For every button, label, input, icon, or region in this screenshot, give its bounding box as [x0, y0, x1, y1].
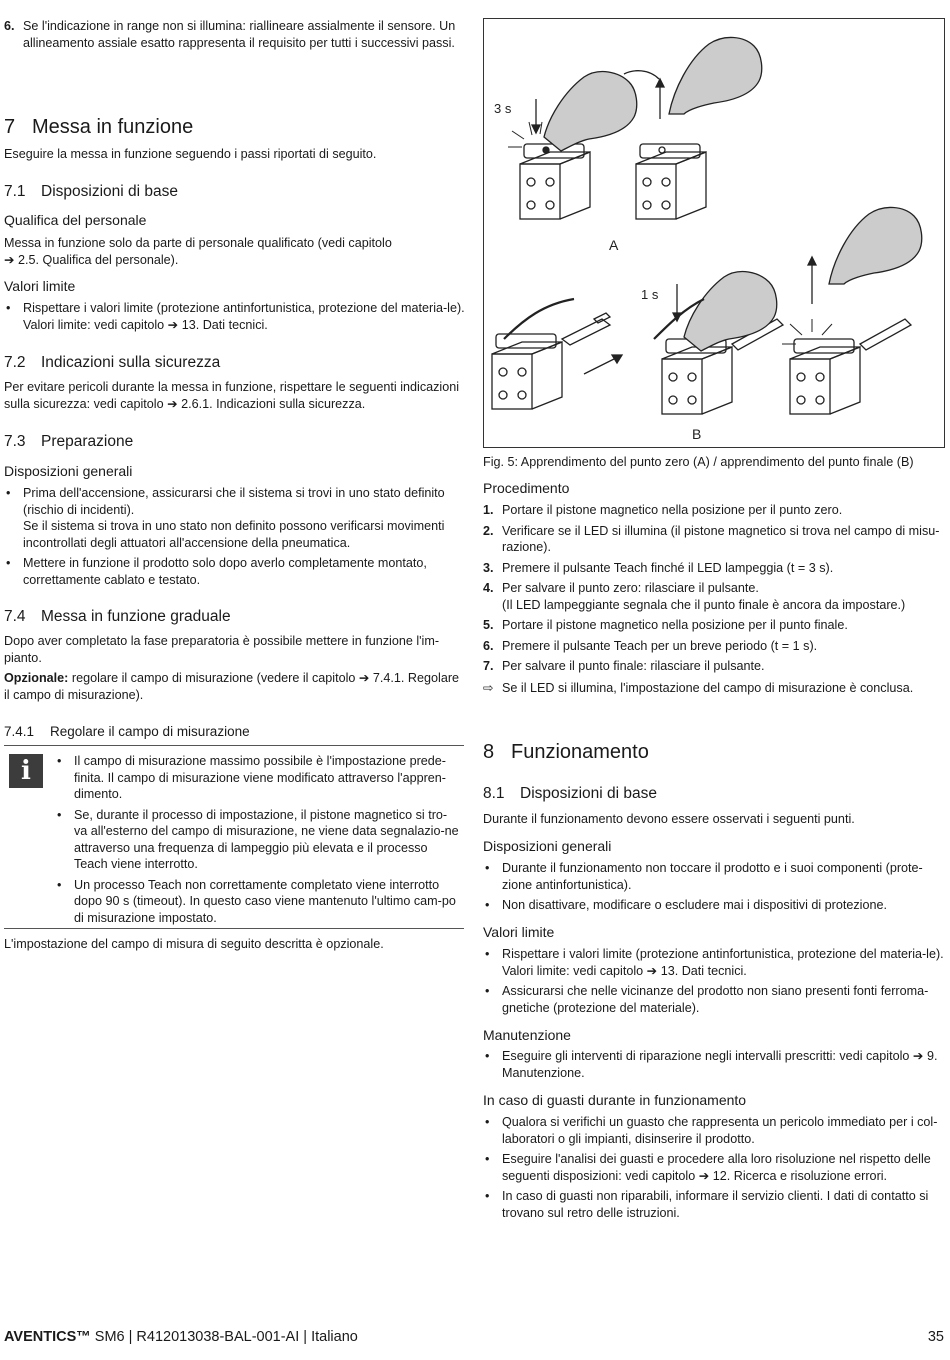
limits-list: [4, 300, 466, 337]
led-rays-b3: [782, 319, 832, 344]
general-item-2: • Mettere in funzione il prodotto solo dopo averlo completamente montato, correttamente cablato e testato.: [4, 555, 466, 588]
section-7-4-number: 7.4: [4, 608, 26, 625]
section-7-4-1-title: Regolare il campo di misurazione: [50, 724, 250, 739]
step-number: 1.: [483, 503, 494, 517]
teach-figure: [483, 18, 945, 448]
general-item: • Durante il funzionamento non toccare il prodotto e i suoi componenti (prote-zione antinfortunistica).: [483, 860, 945, 893]
step-6-number: 6.: [4, 19, 15, 33]
section-8-1-number: 8.1: [483, 785, 505, 802]
qualification-text: Messa in funzione solo da parte di personale qualificato (vedi capitolo ➔ 2.5. Qualifica del personale).: [4, 236, 392, 267]
general-heading-7-3: Disposizioni generali: [4, 463, 133, 479]
left-column: [4, 18, 466, 51]
general-list-7-3: [4, 485, 466, 592]
optional-label: Opzionale:: [4, 671, 69, 685]
hand-a1: [544, 72, 637, 151]
step-text: Portare il pistone magnetico nella posizione per il punto zero.: [502, 503, 843, 517]
procedure-step: [483, 523, 945, 556]
section-8-1-intro: Durante il funzionamento devono essere osservati i seguenti punti.: [483, 812, 855, 826]
sensor-block-a1: [520, 144, 590, 219]
section-7-3-heading: [4, 432, 466, 452]
section-7-heading: [4, 115, 466, 139]
section-7-4-heading: [4, 607, 466, 627]
maintenance-list: [483, 1048, 945, 1085]
section-8-title: Funzionamento: [511, 741, 649, 763]
result-arrow-icon: ⇨: [483, 681, 494, 695]
general-item: • Non disattivare, modificare o escludere mai i dispositivi di protezione.: [483, 897, 945, 914]
page-footer: [4, 1328, 946, 1346]
section-7-3-title: Preparazione: [41, 433, 134, 450]
page-number: 35: [927, 1329, 944, 1345]
limits-list-8-1: [483, 946, 945, 1020]
fault-heading: In caso di guasti durante in funzionamento: [483, 1092, 747, 1108]
result-text: Se il LED si illumina, l'impostazione del campo di misurazione è conclusa.: [502, 681, 914, 695]
step-text: Portare il pistone magnetico nella posizione per il punto finale.: [502, 618, 848, 632]
section-7-2-number: 7.2: [4, 354, 26, 371]
hand-b3: [829, 207, 922, 284]
label-1s: 1 s: [641, 287, 659, 302]
procedure-result: [483, 680, 945, 697]
info-note: • Un processo Teach non correttamente completato viene interrotto dopo 90 s (timeout). In questo caso viene mantenuto l'ultimo cam-po di misurazione impostato.: [55, 877, 460, 927]
step-number: 5.: [483, 618, 494, 632]
figure-caption: Fig. 5: Apprendimento del punto zero (A) / apprendimento del punto finale (B): [483, 455, 914, 469]
section-7-intro: Eseguire la messa in funzione seguendo i passi riportati di seguito.: [4, 147, 377, 161]
limits-item: • Rispettare i valori limite (protezione antinfortunistica, protezione del materia-le). Valori limite: vedi capitolo ➔ 13. Dati tecnici.: [483, 946, 945, 979]
label-A: A: [609, 237, 619, 253]
section-7-title: Messa in funzione: [32, 116, 194, 138]
section-7-number: 7: [4, 116, 16, 138]
step-text: Verificare se il LED si illumina (il pistone magnetico si trova nel campo di misu-razione).: [502, 523, 940, 554]
step-number: 7.: [483, 659, 494, 673]
section-7-2-title: Indicazioni sulla sicurezza: [41, 354, 221, 371]
section-7-4-title: Messa in funzione graduale: [41, 608, 231, 625]
limits-heading: Valori limite: [4, 278, 76, 294]
step-number: 6.: [483, 638, 494, 653]
section-7-4-text: Dopo aver completato la fase preparatoria è possibile mettere in funzione l'im-pianto.: [4, 634, 440, 665]
section-7-4-1-number: 7.4.1: [4, 724, 35, 739]
label-B: B: [692, 426, 702, 442]
maintenance-heading: Manutenzione: [483, 1027, 571, 1043]
label-3s: 3 s: [494, 101, 512, 116]
hand-b2: [684, 272, 777, 351]
qualification-heading: Qualifica del personale: [4, 212, 147, 228]
general-item-1-text: • Prima dell'accensione, assicurarsi che il sistema si trovi in uno stato definito (rischio di incidenti).: [23, 486, 445, 517]
footer-doc: SM6 | R412013038-BAL-001-AI | Italiano: [90, 1329, 358, 1345]
section-8-1-title: Disposizioni di base: [520, 785, 657, 802]
step-text: Per salvare il punto finale: rilasciare il pulsante.: [502, 659, 765, 673]
info-notes: [55, 753, 460, 930]
hand-a2: [669, 37, 762, 114]
section-8-heading: [483, 740, 945, 764]
sensor-block-a2: [636, 144, 706, 219]
procedure-heading: Procedimento: [483, 480, 570, 496]
fault-list: [483, 1114, 945, 1225]
footer-brand: AVENTICS™: [4, 1329, 91, 1345]
note-bottom-rule: [4, 928, 464, 929]
general-item-1-continuation: Se il sistema si trova in uno stato non definito possono verificarsi movimenti incontrollati degli attuatori all'accensione della pneumatica.: [23, 519, 445, 550]
note-top-rule: [4, 745, 464, 746]
step-number: 3.: [483, 560, 494, 575]
section-8-number: 8: [483, 741, 495, 763]
info-note: • Il campo di misurazione massimo possibile è l'impostazione prede-finita. Il campo di misurazione viene modificato attraverso l'appren-dimento.: [55, 753, 460, 803]
procedure-step: [483, 638, 945, 655]
section-8-1-heading: [483, 784, 945, 804]
step-6: [4, 18, 466, 51]
general-heading-8-1: Disposizioni generali: [483, 838, 612, 854]
section-7-3-number: 7.3: [4, 433, 26, 450]
limits-item: • Assicurarsi che nelle vicinanze del prodotto non siano presenti fonti ferroma-gnetiche (protezione del materiale).: [483, 983, 945, 1016]
fault-item: • Eseguire l'analisi dei guasti e procedere alla loro risoluzione nel rispetto delle seguenti disposizioni: vedi capitolo ➔ 12. Ricerca e risoluzione errori.: [483, 1151, 945, 1184]
section-7-2-text: Per evitare pericoli durante la messa in funzione, rispettare le seguenti indicazioni sulla sicurezza: vedi capitolo ➔ 2.6.1. Indicazioni sulla sicurezza.: [4, 380, 460, 411]
after-note-text: L'impostazione del campo di misura di seguito descritta è opzionale.: [4, 937, 384, 951]
sensor-block-b1: [492, 313, 610, 409]
fault-item: • In caso di guasti non riparabili, informare il servizio clienti. I dati di contatto si trovano sul retro delle istruzioni.: [483, 1188, 945, 1221]
general-item-1: [4, 485, 466, 551]
limits-heading-8-1: Valori limite: [483, 924, 555, 940]
sensor-block-b3: [790, 319, 911, 414]
step-text: Per salvare il punto zero: rilasciare il pulsante.: [502, 581, 759, 595]
section-7-1-heading: [4, 182, 466, 202]
section-7-1-number: 7.1: [4, 183, 26, 200]
step-number: 4.: [483, 581, 494, 595]
section-7-4-1-heading: [4, 723, 466, 741]
procedure-step: [483, 658, 945, 675]
step-6-text: Se l'indicazione in range non si illumina: riallineare assialmente il sensore. Un allineamento assiale esatto rappresenta il requisito per tutti i successivi passi.: [23, 19, 456, 50]
info-icon: i: [9, 754, 43, 788]
general-list-8-1: [483, 860, 945, 918]
section-7-1-title: Disposizioni di base: [41, 183, 178, 200]
procedure-steps: [483, 502, 945, 679]
step-extra: (Il LED lampeggiante segnala che il punto finale è ancora da impostare.): [502, 597, 906, 612]
procedure-step: [483, 560, 945, 577]
step-text: Premere il pulsante Teach per un breve periodo (t = 1 s).: [502, 638, 818, 653]
section-7-2-heading: [4, 353, 466, 373]
fault-item: • Qualora si verifichi un guasto che rappresenta un pericolo immediato per i col-laboratori o gli impianti, disinserire il prodotto.: [483, 1114, 945, 1147]
procedure-step: [483, 502, 945, 519]
procedure-step: [483, 617, 945, 634]
optional-paragraph: [4, 670, 466, 703]
limits-item: • Rispettare i valori limite (protezione antinfortunistica, protezione del materia-le). Valori limite: vedi capitolo ➔ 13. Dati tecnici.: [4, 300, 466, 333]
teach-illustration: [484, 19, 944, 447]
procedure-step: [483, 580, 945, 613]
optional-text: regolare il campo di misurazione (vedere il capitolo ➔ 7.4.1. Regolare il campo di misurazione).: [4, 671, 460, 702]
maintenance-item: • Eseguire gli interventi di riparazione negli intervalli prescritti: vedi capitolo ➔ 9. Manutenzione.: [483, 1048, 945, 1081]
info-note: • Se, durante il processo di impostazione, il pistone magnetico si tro-va all'esterno del campo di misurazione, ne viene data segnalazio-ne attraverso una frequenza di lampeggio più elevata e il processo Teach viene interrotto.: [55, 807, 460, 873]
step-number: 2.: [483, 523, 494, 538]
step-text: Premere il pulsante Teach finché il LED lampeggia (t = 3 s).: [502, 560, 834, 575]
